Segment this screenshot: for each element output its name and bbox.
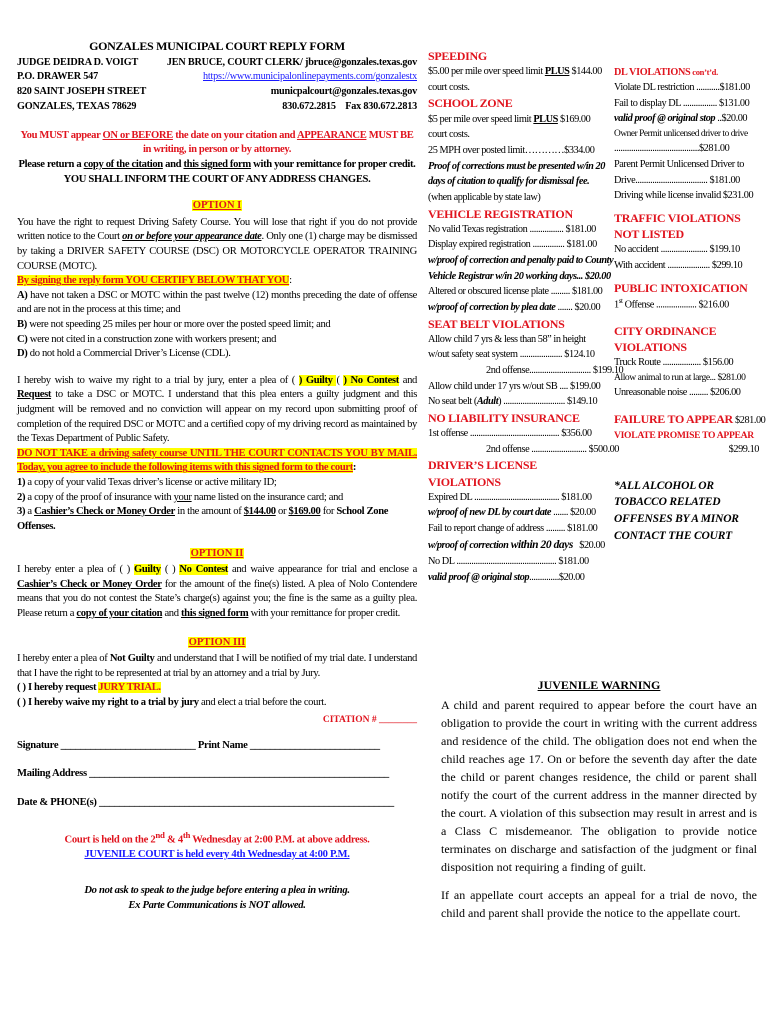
option-2-paragraph: I hereby enter a plea of ( ) Guilty ( ) No Contest and waive appearance for trial and enclose a Cashier’s Check or Money Order for the amount of the fine(s) listed. A plea of Nolo Contendere means that you do not contest the State’s charge(s) against you; the fine is the same as a guilty plea. Please return a copy of your citation and this signed form with your remittance for proper credit. (17, 564, 418, 619)
city-line-2: Allow animal to run at large... $281.00 (614, 371, 746, 383)
license-line-2: w/proof of new DL by court date ....... $20.00 (428, 507, 596, 519)
option-3-paragraph: I hereby enter a plea of Not Guilty and understand that I will be notified of my trial date. I understand that I have the right to be represented at trial by an attorney and a trial by Jury. (17, 653, 417, 679)
juvenile-warning-paragraph-1: A child and parent required to appear before the court have an obligation to provide the court in writing with the current address and residence of the child. The obligation does not end when the child reaches age 17. On or before the seventh day after the date the child or parent changes residence, the child or parent shall notify the court of the current address in the manner directed by the court. A violation of this subsection may result in arrest and is a Class C misdemeanor. The obligation to provide notice terminates on discharge and satisfaction of the judgment or final disposition not requiring a finding of guilt. (441, 698, 757, 874)
dl-contd-line-8: Driving while license invalid $231.00 (614, 190, 754, 202)
failure-to-appear: FAILURE TO APPEAR $281.00 VIOLATE PROMISE TO APPEAR $299.10 (614, 411, 759, 458)
traffic-line-1: No accident ...................... $199.10 (614, 244, 740, 256)
proof-corrections-2: days of citation to qualify for dismissal fee. (428, 176, 590, 188)
dsc-warning: DO NOT TAKE a driving safety course UNTIL THE COURT CONTACTS YOU BY MAIL. Today, you agree to include the following items with this signed form to the court: (17, 447, 417, 474)
appearance: APPEARANCE (296, 129, 367, 141)
certify-item-b: B) were not speeding 25 miles per hour or more over the posted speed limit; and (17, 318, 331, 330)
citation-number-field[interactable]: CITATION # ________ (322, 714, 417, 725)
license-line-5: No DL ............................................... $181.00 (428, 556, 589, 568)
vehicle-line-2: Display expired registration ............... $181.00 (428, 239, 597, 251)
vehicle-line-5: Altered or obscured license plate ......... $181.00 (428, 286, 603, 298)
address-change-notice: YOU SHALL INFORM THE COURT OF ANY ADDRESS CHANGES. (63, 173, 371, 185)
vehicle-line-3: w/proof of correction and penalty paid to County (428, 254, 614, 266)
dl-contd-line-1: Violate DL restriction ...........$181.00 (614, 82, 750, 94)
certify-line: By signing the reply form YOU CERTIFY BELOW THAT YOU: (17, 275, 292, 287)
dsc-plea-paragraph: I hereby wish to waive my right to a trial by jury, enter a plea of ( ) Guilty ( ) No Contest and Request to take a DSC or MOTC. I understand that this plea enters a guilty judgment and this judgment will be removed and no conviction will appear on my record upon submitting proof of completion of the required DSC or MOTC and a certified copy of my driving record as maintained by the Texas Department of Public Safety. (17, 374, 417, 445)
seatbelt-line-4: Allow child under 17 yrs w/out SB .... $199.00 (428, 380, 601, 392)
vpta-amount: $299.10 (728, 443, 759, 455)
dl-contd-line-4: Owner Permit unlicensed driver to drive (614, 129, 748, 139)
waive-jury-option[interactable]: ( ) I hereby waive my right to a trial by jury and elect a trial before the court. (17, 697, 327, 708)
fines-column-2 (614, 48, 766, 585)
court-held-line: Court is held on the 2nd & 4th Wednesday at 2:00 P.M. at above address. (64, 829, 370, 846)
alcohol-tobacco-notice: *ALL ALCOHOL OR TOBACCO RELATED OFFENSES BY A MINOR CONTACT THE COURT (614, 479, 739, 542)
vehicle-line-1: No valid Texas registration ................ $181.00 (428, 223, 596, 235)
option-1-intro: You have the right to request Driving Safety Course. You will lose that right if you do not provide written notice to the Court on or before your appearance date. Only one (1) charge may be dismissed by taking a DRIVER SAFETY COURSE (DSC) OR MOTORCYCLE OPERATOR TRAINING COURSE (MOTC). (17, 216, 418, 272)
ex-parte-notice: Do not ask to speak to the judge before entering a plea in writing. Ex Parte Communications is NOT allowed. (84, 885, 350, 911)
juvenile-court-line: JUVENILE COURT is held every 4th Wednesday at 4:00 P.M. (84, 848, 350, 860)
juvenile-warning-paragraph-2: If an appellate court accepts an appeal for a trial de novo, the child and parent shall provide the notice to the appellate court. (441, 888, 757, 920)
option-3-heading: OPTION III (188, 636, 246, 648)
include-item-1: 1) a copy of your valid Texas driver’s license or active military ID; (17, 477, 277, 489)
no-contest-checkbox-label[interactable]: ) No Contest (343, 374, 399, 386)
license-line-3: Fail to report change of address ......... $181.00 (428, 523, 598, 535)
certify-item-c: C) were not cited in a construction zone with workers present; and (17, 333, 277, 345)
payment-link[interactable]: https://www.municipalonlinepayments.com/gonzalestx (203, 71, 417, 83)
court-schedule (17, 829, 417, 863)
city-line-3: Unreasonable noise ......... $206.00 (614, 387, 741, 399)
traffic-line-2: With accident .................... $299.10 (614, 259, 743, 271)
seatbelt-line-1: Allow child 7 yrs & less than 58” in height (428, 333, 586, 345)
option-2-no-contest[interactable]: No Contest (179, 564, 228, 576)
certify-item-d: D) do not hold a Commercial Driver’s License (CDL). (17, 348, 231, 360)
state-law-note: (when applicable by state law) (428, 191, 541, 203)
form-title: GONZALES MUNICIPAL COURT REPLY FORM (89, 39, 345, 53)
school-zone-heading: SCHOOL ZONE (428, 96, 513, 111)
fta-heading: FAILURE TO APPEAR (614, 412, 733, 426)
mailing-address-field[interactable]: Mailing Address ____________________________________________________________ (17, 768, 389, 780)
license-line-6: valid proof @ original stop..............$20.00 (428, 571, 585, 583)
court-header (17, 56, 417, 115)
city-ordinance-heading: CITY ORDINANCE VIOLATIONS (614, 323, 717, 354)
public-intox-heading: PUBLIC INTOXICATION (614, 280, 748, 295)
seatbelt-line-2: w/out safety seat system .................... $124.10 (428, 349, 595, 361)
seatbelt-line-5: No seat belt (Adult) ............................. $149.10 (428, 396, 598, 408)
vpta-heading: VIOLATE PROMISE TO APPEAR (614, 429, 754, 441)
certify-item-a: A) have not taken a DSC or MOTC within the past twelve (12) months preceding the date of offense and are not in the process at this time; and (17, 289, 417, 316)
dl-contd-line-2: Fail to display DL ................ $131.00 (614, 97, 750, 109)
appearance-notice: You MUST appear ON or BEFORE the date on your citation and APPEARANCE MUST BE in writing, in person or by attorney. (20, 129, 414, 156)
license-line-1: Expired DL ........................................ $181.00 (428, 491, 592, 503)
option-1-heading: OPTION I (192, 200, 242, 212)
date-phone-field[interactable]: Date & PHONE(s) ___________________________________________________________ (17, 796, 394, 808)
speeding-line-2: court costs. (428, 81, 470, 93)
liability-line-1: 1st offense .......................................... $356.00 (428, 428, 592, 440)
option-2-guilty[interactable]: Guilty (134, 564, 161, 576)
license-heading: DRIVER’S LICENSE VIOLATIONS (428, 458, 537, 489)
seat-belt-heading: SEAT BELT VIOLATIONS (428, 316, 565, 331)
phone-fax: 830.672.2815 Fax 830.672.2813 (282, 100, 417, 112)
school-zone-line-3: 25 MPH over posted limit…………$334.00 (428, 144, 595, 156)
clerk-contact-block (167, 56, 417, 115)
street-address: 820 SAINT JOSEPH STREET (17, 86, 147, 98)
po-box: P.O. DRAWER 547 (17, 71, 98, 83)
intox-line-1: 1st Offense ................... $216.00 (614, 296, 729, 311)
court-email: municpalcourt@gonzales.texas.gov (270, 86, 417, 98)
speeding-line-1: $5.00 per mile over speed limit PLUS $144.00 (428, 66, 602, 78)
traffic-not-listed-heading: TRAFFIC VIOLATIONS NOT LISTED (614, 210, 741, 242)
vehicle-line-6: w/proof of correction by plea date ....... $20.00 (428, 301, 601, 313)
guilty-checkbox-label[interactable]: ) Guilty (298, 374, 337, 386)
school-zone-line-1: $5 per mile over speed limit PLUS $169.00 (428, 113, 591, 125)
juvenile-warning (441, 676, 757, 922)
vehicle-registration-heading: VEHICLE REGISTRATION (428, 206, 573, 221)
include-item-3: 3) a Cashier’s Check or Money Order in the amount of $144.00 or $169.00 for School Zone Offenses. (17, 506, 389, 532)
dl-violations-contd-heading: DL VIOLATIONS con’t’d. (614, 67, 718, 78)
option-2-heading: OPTION II (190, 547, 244, 559)
include-item-2: 2) a copy of the proof of insurance with your name listed on the insurance card; and (17, 491, 343, 503)
proof-corrections-1: Proof of corrections must be presented w/in 20 (428, 160, 605, 172)
seatbelt-line-3: 2nd offense............................. $199.10 (486, 365, 624, 376)
juvenile-warning-heading: JUVENILE WARNING (537, 678, 661, 692)
clerk-line: JEN BRUCE, COURT CLERK/ jbruce@gonzales.texas.gov (166, 56, 417, 68)
judge-name: JUDGE DEIDRA D. VOIGT (17, 56, 139, 68)
dl-contd-line-5: ........................................$281.00 (614, 143, 730, 155)
jury-trial-option[interactable]: ( ) I hereby request JURY TRIAL. (17, 682, 161, 694)
city-line-1: Truck Route .................. $156.00 (614, 357, 734, 369)
dl-contd-line-7: Drive.................................. $181.00 (614, 174, 740, 186)
judge-address-block (17, 56, 146, 115)
liability-heading: NO LIABILITY INSURANCE (428, 410, 580, 425)
return-notice: Please return a copy of the citation and this signed form with your remittance for proper credit. (18, 158, 416, 170)
license-line-4: w/proof of correction within 20 days $20.00 (428, 538, 605, 551)
liability-line-2: 2nd offense .......................... $500.00 (486, 443, 619, 455)
city-state-zip: GONZALES, TEXAS 78629 (17, 100, 137, 112)
dl-contd-line-6: Parent Permit Unlicensed Driver to (614, 158, 744, 170)
school-zone-line-2: court costs. (428, 129, 470, 141)
signature-field[interactable]: Signature ___________________________ Print Name __________________________ (17, 739, 380, 751)
fine-schedule (428, 48, 766, 585)
vehicle-line-4: Vehicle Registrar w/in 20 working days... $20.00 (428, 270, 611, 282)
on-or-before: ON or BEFORE (102, 129, 173, 141)
speeding-heading: SPEEDING (428, 49, 487, 63)
dl-contd-line-3: valid proof @ original stop ..$20.00 (614, 113, 748, 125)
fines-column-1 (428, 48, 624, 585)
left-column (17, 38, 417, 914)
